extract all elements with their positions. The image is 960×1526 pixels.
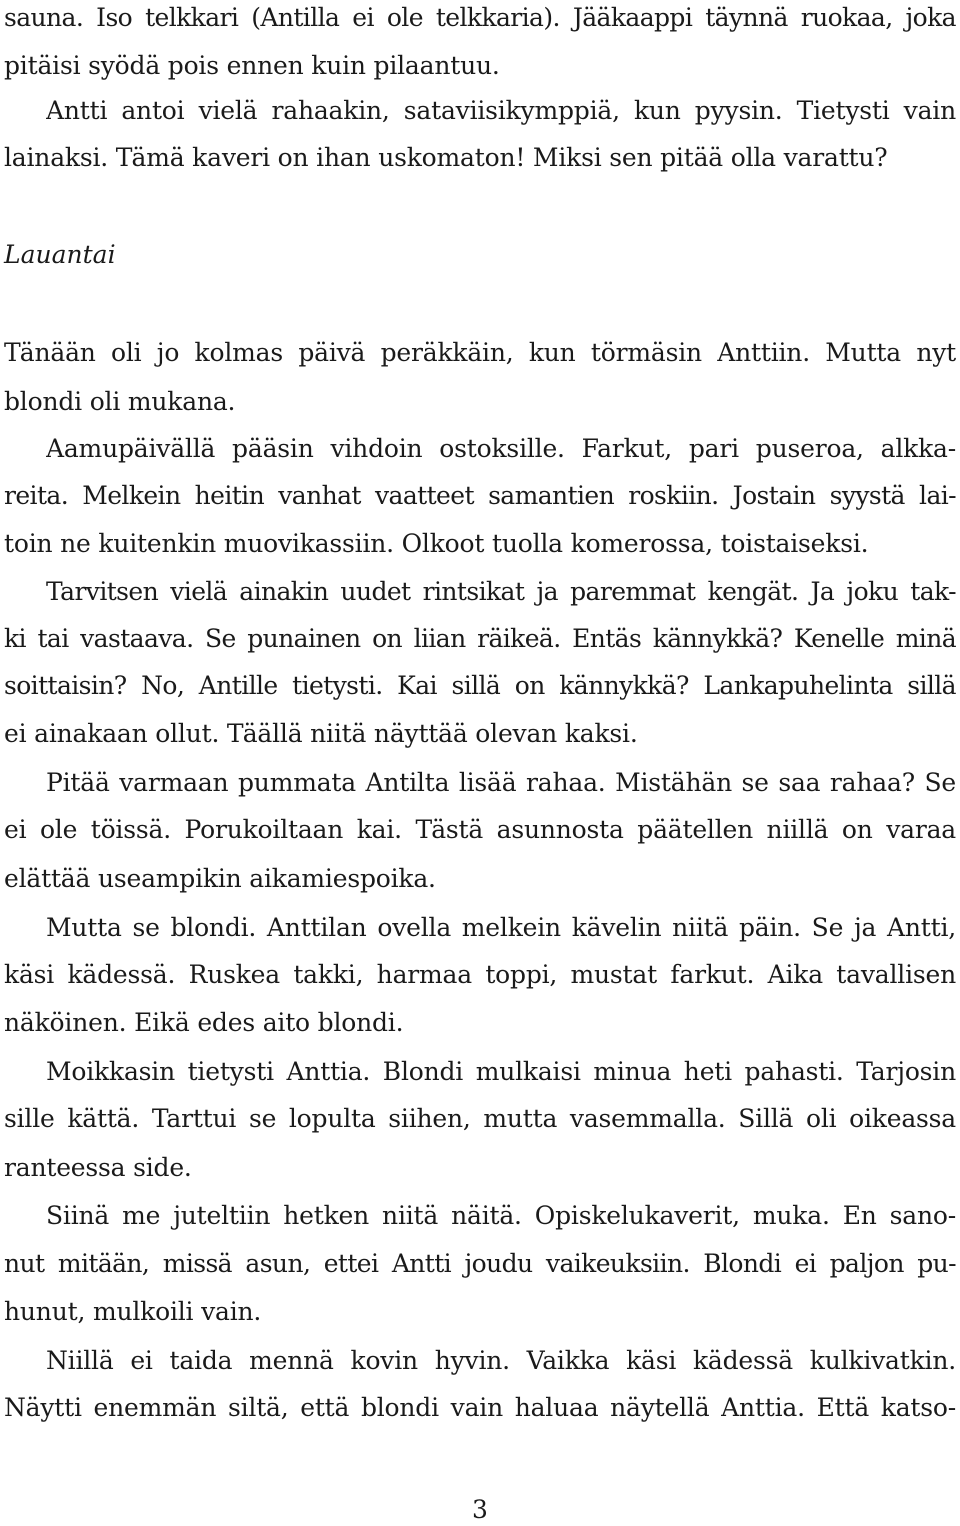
text-line: Tänään oli jo kolmas päivä peräkkäin, kun törmäsin Anttiin. Mutta nyt: [4, 338, 956, 367]
text-line: blondi oli mukana.: [4, 387, 236, 416]
text-line: sauna. Iso telkkari (Antilla ei ole telkkaria). Jääkaappi täynnä ruokaa, joka: [4, 3, 956, 32]
text-line: ki tai vastaava. Se punainen on liian räikeä. Entäs kännykkä? Kenelle minä: [4, 624, 956, 653]
text-line: Näytti enemmän siltä, että blondi vain haluaa näytellä Anttia. Että katso-: [4, 1393, 956, 1422]
text-line: pitäisi syödä pois ennen kuin pilaantuu.: [4, 51, 500, 80]
text-line: reita. Melkein heitin vanhat vaatteet samantien roskiin. Jostain syystä lai-: [4, 481, 956, 510]
text-line: sille kättä. Tarttui se lopulta siihen, mutta vasemmalla. Sillä oli oikeassa: [4, 1104, 956, 1133]
text-line: lainaksi. Tämä kaveri on ihan uskomaton! Miksi sen pitää olla varattu?: [4, 143, 888, 172]
text-line: näköinen. Eikä edes aito blondi.: [4, 1008, 404, 1037]
text-line: ei ainakaan ollut. Täällä niitä näyttää olevan kaksi.: [4, 719, 638, 748]
text-line: nut mitään, missä asun, ettei Antti joudu vaikeuksiin. Blondi ei paljon pu-: [4, 1249, 956, 1278]
text-line: ranteessa side.: [4, 1153, 192, 1182]
page-number: 3: [472, 1495, 488, 1524]
text-line: toin ne kuitenkin muovikassiin. Olkoot tuolla komerossa, toistaiseksi.: [4, 529, 869, 558]
text-line: käsi kädessä. Ruskea takki, harmaa toppi, mustat farkut. Aika tavallisen: [4, 960, 956, 989]
text-line: Mutta se blondi. Anttilan ovella melkein kävelin niitä päin. Se ja Antti,: [46, 913, 956, 942]
text-line: Tarvitsen vielä ainakin uudet rintsikat ja paremmat kengät. Ja joku tak-: [46, 577, 956, 606]
text-line: Siinä me juteltiin hetken niitä näitä. Opiskelukaverit, muka. En sano-: [46, 1201, 956, 1230]
text-line: Pitää varmaan pummata Antilta lisää rahaa. Mistähän se saa rahaa? Se: [46, 768, 956, 797]
text-line: Aamupäivällä pääsin vihdoin ostoksille. Farkut, pari puseroa, alkka-: [46, 434, 956, 463]
text-line: Antti antoi vielä rahaakin, sataviisikymppiä, kun pyysin. Tietysti vain: [46, 96, 956, 125]
section-heading: Lauantai: [4, 240, 116, 269]
text-line: Moikkasin tietysti Anttia. Blondi mulkaisi minua heti pahasti. Tarjosin: [46, 1057, 956, 1086]
text-line: hunut, mulkoili vain.: [4, 1297, 262, 1326]
text-line: elättää useampikin aikamiespoika.: [4, 864, 436, 893]
text-line: soittaisin? No, Antille tietysti. Kai sillä on kännykkä? Lankapuhelinta sillä: [4, 671, 956, 700]
text-line: Niillä ei taida mennä kovin hyvin. Vaikka käsi kädessä kulkivatkin.: [46, 1346, 956, 1375]
text-line: ei ole töissä. Porukoiltaan kai. Tästä asunnosta päätellen niillä on varaa: [4, 815, 956, 844]
